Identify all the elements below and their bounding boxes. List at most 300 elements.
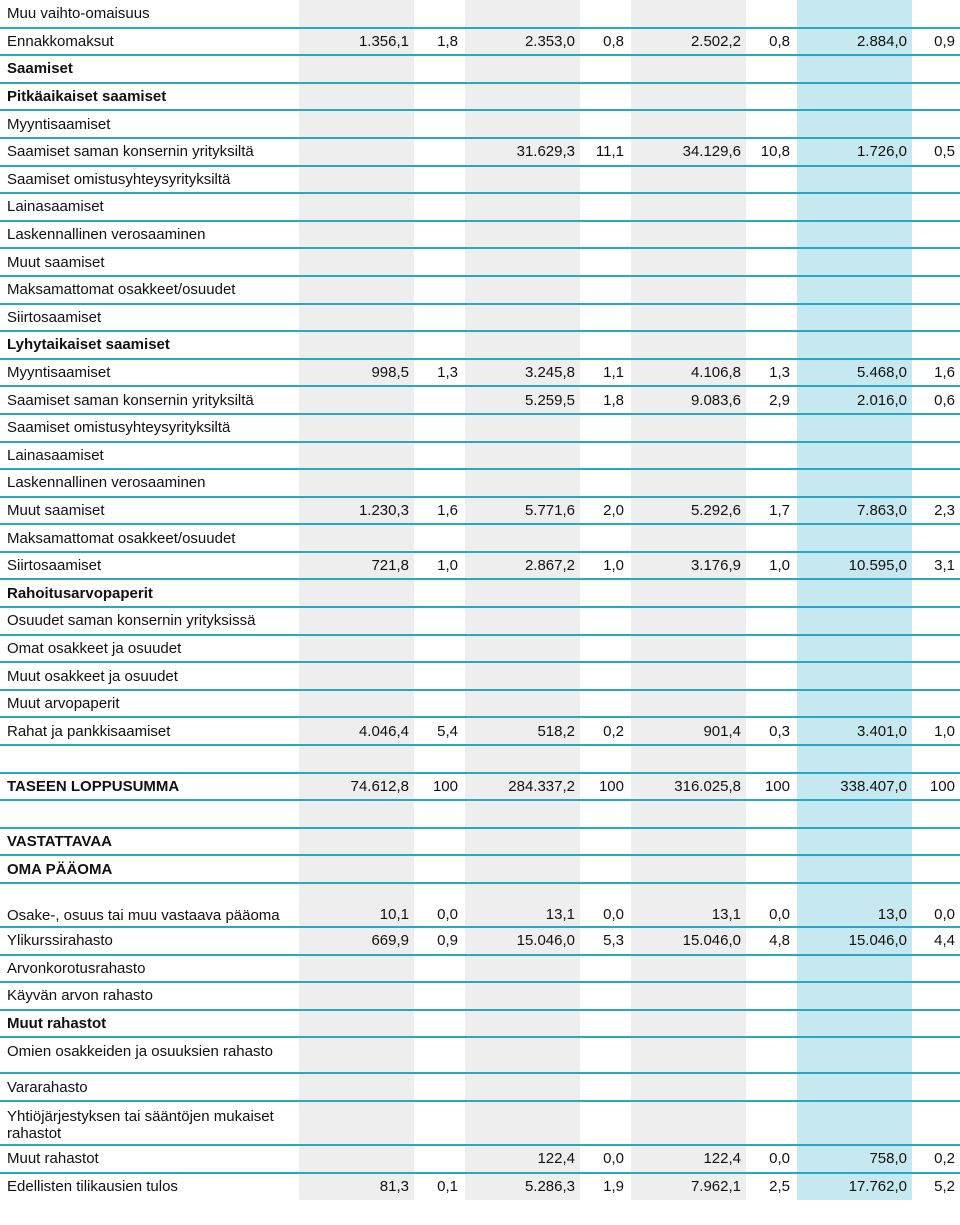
value-cell <box>298 166 414 194</box>
value-cell: 5.771,6 <box>464 497 580 525</box>
value-cell <box>796 83 912 111</box>
value-cell <box>796 442 912 470</box>
value-cell <box>796 193 912 221</box>
row-label: Ylikurssirahasto <box>0 927 298 955</box>
percent-cell <box>746 1037 796 1073</box>
row-label: VASTATTAVAA <box>0 828 298 856</box>
percent-cell <box>746 193 796 221</box>
table-row <box>0 276 960 304</box>
value-cell <box>464 1073 580 1101</box>
percent-cell <box>746 982 796 1010</box>
percent-cell: 10,8 <box>746 138 796 166</box>
value-cell <box>298 1037 414 1073</box>
percent-cell: 0,0 <box>414 883 464 927</box>
percent-cell <box>746 1010 796 1038</box>
percent-cell: 1,3 <box>414 359 464 387</box>
value-cell <box>630 0 746 28</box>
percent-cell <box>580 955 630 983</box>
percent-cell <box>580 579 630 607</box>
row-label: Käyvän arvon rahasto <box>0 982 298 1010</box>
percent-cell: 0,0 <box>746 1145 796 1173</box>
table-row <box>0 497 960 525</box>
value-cell <box>464 579 580 607</box>
percent-cell: 0,1 <box>414 1173 464 1201</box>
row-label: Rahat ja pankkisaamiset <box>0 717 298 745</box>
percent-cell: 4,8 <box>746 927 796 955</box>
percent-cell <box>414 800 464 828</box>
table-row <box>0 662 960 690</box>
row-label: Muut arvopaperit <box>0 690 298 718</box>
percent-cell <box>912 276 960 304</box>
value-cell <box>298 607 414 635</box>
value-cell <box>298 138 414 166</box>
value-cell <box>630 635 746 663</box>
row-label <box>0 745 298 773</box>
value-cell <box>298 469 414 497</box>
percent-cell: 1,9 <box>580 1173 630 1201</box>
value-cell <box>464 828 580 856</box>
value-cell: 10,1 <box>298 883 414 927</box>
value-cell: 1.726,0 <box>796 138 912 166</box>
percent-cell <box>414 1145 464 1173</box>
value-cell <box>630 855 746 883</box>
percent-cell <box>414 982 464 1010</box>
value-cell <box>464 635 580 663</box>
value-cell <box>464 55 580 83</box>
percent-cell <box>912 828 960 856</box>
row-label: Myyntisaamiset <box>0 110 298 138</box>
percent-cell <box>912 607 960 635</box>
percent-cell <box>912 1073 960 1101</box>
value-cell <box>796 524 912 552</box>
percent-cell: 1,6 <box>414 497 464 525</box>
row-label: Saamiset saman konsernin yrityksiltä <box>0 386 298 414</box>
value-cell <box>630 331 746 359</box>
table-row <box>0 193 960 221</box>
row-label: Muu vaihto-omaisuus <box>0 0 298 28</box>
value-cell: 338.407,0 <box>796 773 912 801</box>
percent-cell: 0,2 <box>912 1145 960 1173</box>
percent-cell: 5,4 <box>414 717 464 745</box>
value-cell <box>796 579 912 607</box>
value-cell: 316.025,8 <box>630 773 746 801</box>
value-cell <box>630 662 746 690</box>
value-cell <box>630 579 746 607</box>
value-cell <box>464 221 580 249</box>
percent-cell <box>414 1010 464 1038</box>
value-cell: 9.083,6 <box>630 386 746 414</box>
percent-cell <box>746 110 796 138</box>
percent-cell <box>580 690 630 718</box>
value-cell <box>630 221 746 249</box>
percent-cell <box>912 55 960 83</box>
value-cell: 17.762,0 <box>796 1173 912 1201</box>
percent-cell: 0,8 <box>746 28 796 56</box>
value-cell <box>464 982 580 1010</box>
value-cell <box>464 662 580 690</box>
value-cell <box>298 955 414 983</box>
percent-cell <box>746 304 796 332</box>
percent-cell <box>580 193 630 221</box>
percent-cell <box>912 248 960 276</box>
value-cell: 669,9 <box>298 927 414 955</box>
percent-cell <box>580 331 630 359</box>
value-cell <box>796 662 912 690</box>
value-cell: 5.259,5 <box>464 386 580 414</box>
percent-cell <box>414 248 464 276</box>
percent-cell <box>580 982 630 1010</box>
percent-cell <box>580 110 630 138</box>
value-cell <box>298 414 414 442</box>
percent-cell <box>746 166 796 194</box>
value-cell <box>464 414 580 442</box>
percent-cell <box>414 331 464 359</box>
row-label: Pitkäaikaiset saamiset <box>0 83 298 111</box>
percent-cell: 3,1 <box>912 552 960 580</box>
value-cell <box>464 800 580 828</box>
table-row <box>0 55 960 83</box>
value-cell <box>796 414 912 442</box>
table-row <box>0 1037 960 1073</box>
value-cell <box>630 745 746 773</box>
table-row <box>0 110 960 138</box>
value-cell <box>298 800 414 828</box>
percent-cell: 4,4 <box>912 927 960 955</box>
percent-cell <box>580 1010 630 1038</box>
value-cell: 81,3 <box>298 1173 414 1201</box>
percent-cell <box>746 579 796 607</box>
row-label: Muut saamiset <box>0 248 298 276</box>
table-row <box>0 1010 960 1038</box>
value-cell: 4.106,8 <box>630 359 746 387</box>
value-cell <box>298 221 414 249</box>
value-cell: 13,0 <box>796 883 912 927</box>
percent-cell: 0,8 <box>580 28 630 56</box>
value-cell <box>298 982 414 1010</box>
value-cell <box>630 524 746 552</box>
value-cell: 15.046,0 <box>796 927 912 955</box>
value-cell: 15.046,0 <box>630 927 746 955</box>
row-label: Laskennallinen verosaaminen <box>0 469 298 497</box>
value-cell <box>298 524 414 552</box>
value-cell: 758,0 <box>796 1145 912 1173</box>
value-cell: 998,5 <box>298 359 414 387</box>
table-row <box>0 1073 960 1101</box>
percent-cell: 0,5 <box>912 138 960 166</box>
percent-cell <box>580 635 630 663</box>
value-cell <box>796 982 912 1010</box>
percent-cell <box>746 55 796 83</box>
value-cell <box>298 331 414 359</box>
table-row <box>0 745 960 773</box>
percent-cell: 0,9 <box>912 28 960 56</box>
value-cell: 13,1 <box>464 883 580 927</box>
row-label <box>0 800 298 828</box>
row-label: Omien osakkeiden ja osuuksien rahasto <box>0 1037 298 1073</box>
table-row <box>0 83 960 111</box>
row-label: Siirtosaamiset <box>0 304 298 332</box>
table-row <box>0 138 960 166</box>
value-cell <box>796 635 912 663</box>
value-cell <box>796 1037 912 1073</box>
percent-cell <box>912 579 960 607</box>
percent-cell <box>912 982 960 1010</box>
percent-cell <box>746 607 796 635</box>
percent-cell <box>414 0 464 28</box>
value-cell: 1.356,1 <box>298 28 414 56</box>
percent-cell <box>580 662 630 690</box>
percent-cell <box>414 662 464 690</box>
value-cell: 2.016,0 <box>796 386 912 414</box>
value-cell <box>464 1101 580 1145</box>
value-cell: 3.245,8 <box>464 359 580 387</box>
percent-cell <box>414 414 464 442</box>
value-cell <box>630 1101 746 1145</box>
percent-cell: 5,2 <box>912 1173 960 1201</box>
percent-cell <box>912 662 960 690</box>
table-row <box>0 414 960 442</box>
value-cell <box>298 855 414 883</box>
value-cell <box>630 982 746 1010</box>
row-label: Rahoitusarvopaperit <box>0 579 298 607</box>
value-cell <box>796 1073 912 1101</box>
value-cell <box>298 304 414 332</box>
percent-cell <box>580 414 630 442</box>
percent-cell <box>912 690 960 718</box>
value-cell: 3.401,0 <box>796 717 912 745</box>
value-cell <box>630 193 746 221</box>
percent-cell <box>580 1037 630 1073</box>
value-cell <box>796 248 912 276</box>
percent-cell <box>912 1037 960 1073</box>
row-label: TASEEN LOPPUSUMMA <box>0 773 298 801</box>
value-cell <box>796 55 912 83</box>
percent-cell <box>912 110 960 138</box>
value-cell <box>298 1073 414 1101</box>
table-row <box>0 524 960 552</box>
percent-cell <box>912 83 960 111</box>
value-cell <box>796 331 912 359</box>
table-row <box>0 469 960 497</box>
percent-cell <box>580 0 630 28</box>
value-cell <box>796 745 912 773</box>
table-row <box>0 607 960 635</box>
value-cell <box>298 55 414 83</box>
percent-cell <box>912 166 960 194</box>
value-cell: 2.884,0 <box>796 28 912 56</box>
value-cell <box>630 442 746 470</box>
value-cell: 5.286,3 <box>464 1173 580 1201</box>
value-cell <box>298 1101 414 1145</box>
percent-cell <box>746 690 796 718</box>
percent-cell <box>580 248 630 276</box>
percent-cell <box>580 221 630 249</box>
value-cell <box>796 828 912 856</box>
value-cell <box>796 469 912 497</box>
percent-cell <box>580 442 630 470</box>
value-cell <box>298 110 414 138</box>
table-row <box>0 1101 960 1145</box>
value-cell <box>630 800 746 828</box>
percent-cell <box>580 276 630 304</box>
percent-cell <box>414 55 464 83</box>
percent-cell <box>414 828 464 856</box>
value-cell: 5.292,6 <box>630 497 746 525</box>
percent-cell: 1,0 <box>746 552 796 580</box>
percent-cell <box>746 442 796 470</box>
value-cell <box>630 828 746 856</box>
row-label: Muut osakkeet ja osuudet <box>0 662 298 690</box>
value-cell <box>298 1145 414 1173</box>
percent-cell <box>746 248 796 276</box>
value-cell <box>464 331 580 359</box>
row-label: Saamiset omistusyhteysyrityksiltä <box>0 414 298 442</box>
percent-cell <box>414 83 464 111</box>
row-label: Siirtosaamiset <box>0 552 298 580</box>
value-cell <box>464 304 580 332</box>
percent-cell <box>912 524 960 552</box>
percent-cell <box>414 442 464 470</box>
row-label: Muut rahastot <box>0 1145 298 1173</box>
percent-cell: 2,5 <box>746 1173 796 1201</box>
table-row <box>0 800 960 828</box>
value-cell <box>630 690 746 718</box>
percent-cell: 1,7 <box>746 497 796 525</box>
percent-cell <box>580 83 630 111</box>
value-cell <box>298 828 414 856</box>
percent-cell: 0,0 <box>580 883 630 927</box>
value-cell <box>298 579 414 607</box>
value-cell: 122,4 <box>630 1145 746 1173</box>
percent-cell <box>414 690 464 718</box>
table-row <box>0 359 960 387</box>
percent-cell <box>912 855 960 883</box>
percent-cell <box>912 635 960 663</box>
value-cell <box>796 221 912 249</box>
value-cell <box>298 662 414 690</box>
value-cell <box>630 414 746 442</box>
percent-cell <box>746 855 796 883</box>
value-cell <box>464 955 580 983</box>
percent-cell <box>414 221 464 249</box>
value-cell <box>796 110 912 138</box>
row-label: Saamiset saman konsernin yrityksiltä <box>0 138 298 166</box>
value-cell <box>298 745 414 773</box>
percent-cell <box>746 955 796 983</box>
value-cell: 31.629,3 <box>464 138 580 166</box>
row-label: Lyhytaikaiset saamiset <box>0 331 298 359</box>
percent-cell <box>414 955 464 983</box>
value-cell <box>796 1101 912 1145</box>
percent-cell: 1,8 <box>414 28 464 56</box>
value-cell <box>298 386 414 414</box>
table-row <box>0 635 960 663</box>
row-label: Vararahasto <box>0 1073 298 1101</box>
row-label: Saamiset <box>0 55 298 83</box>
percent-cell <box>414 855 464 883</box>
value-cell: 2.353,0 <box>464 28 580 56</box>
value-cell <box>796 800 912 828</box>
percent-cell <box>580 800 630 828</box>
percent-cell <box>414 276 464 304</box>
value-cell: 13,1 <box>630 883 746 927</box>
percent-cell: 1,0 <box>414 552 464 580</box>
table-row <box>0 883 960 927</box>
value-cell <box>630 248 746 276</box>
percent-cell <box>746 83 796 111</box>
value-cell <box>298 248 414 276</box>
table-row <box>0 442 960 470</box>
value-cell <box>630 55 746 83</box>
percent-cell <box>580 855 630 883</box>
value-cell <box>464 166 580 194</box>
row-label: Saamiset omistusyhteysyrityksiltä <box>0 166 298 194</box>
row-label: Muut saamiset <box>0 497 298 525</box>
percent-cell: 0,0 <box>580 1145 630 1173</box>
value-cell <box>630 83 746 111</box>
table-row <box>0 331 960 359</box>
percent-cell <box>912 1010 960 1038</box>
value-cell <box>796 304 912 332</box>
value-cell: 7.962,1 <box>630 1173 746 1201</box>
percent-cell <box>580 745 630 773</box>
value-cell <box>630 1073 746 1101</box>
percent-cell <box>580 55 630 83</box>
table-row <box>0 166 960 194</box>
percent-cell <box>746 662 796 690</box>
value-cell: 122,4 <box>464 1145 580 1173</box>
percent-cell <box>746 414 796 442</box>
value-cell <box>630 1037 746 1073</box>
percent-cell <box>414 386 464 414</box>
percent-cell <box>912 304 960 332</box>
percent-cell <box>746 524 796 552</box>
value-cell <box>464 193 580 221</box>
percent-cell: 100 <box>912 773 960 801</box>
row-label: Muut rahastot <box>0 1010 298 1038</box>
value-cell: 15.046,0 <box>464 927 580 955</box>
percent-cell <box>912 469 960 497</box>
percent-cell <box>580 607 630 635</box>
percent-cell: 5,3 <box>580 927 630 955</box>
table-row <box>0 552 960 580</box>
percent-cell <box>414 138 464 166</box>
value-cell <box>796 607 912 635</box>
row-label: OMA PÄÄOMA <box>0 855 298 883</box>
percent-cell <box>414 166 464 194</box>
table-row <box>0 855 960 883</box>
table-row <box>0 1145 960 1173</box>
value-cell <box>464 110 580 138</box>
percent-cell <box>912 331 960 359</box>
row-label: Maksamattomat osakkeet/osuudet <box>0 524 298 552</box>
percent-cell <box>414 635 464 663</box>
percent-cell: 100 <box>746 773 796 801</box>
table-row <box>0 386 960 414</box>
percent-cell <box>414 193 464 221</box>
percent-cell: 1,6 <box>912 359 960 387</box>
value-cell <box>796 855 912 883</box>
percent-cell <box>746 469 796 497</box>
percent-cell: 0,3 <box>746 717 796 745</box>
value-cell <box>464 1037 580 1073</box>
percent-cell <box>912 745 960 773</box>
percent-cell <box>912 0 960 28</box>
percent-cell <box>912 193 960 221</box>
percent-cell: 0,2 <box>580 717 630 745</box>
value-cell: 284.337,2 <box>464 773 580 801</box>
percent-cell <box>580 166 630 194</box>
